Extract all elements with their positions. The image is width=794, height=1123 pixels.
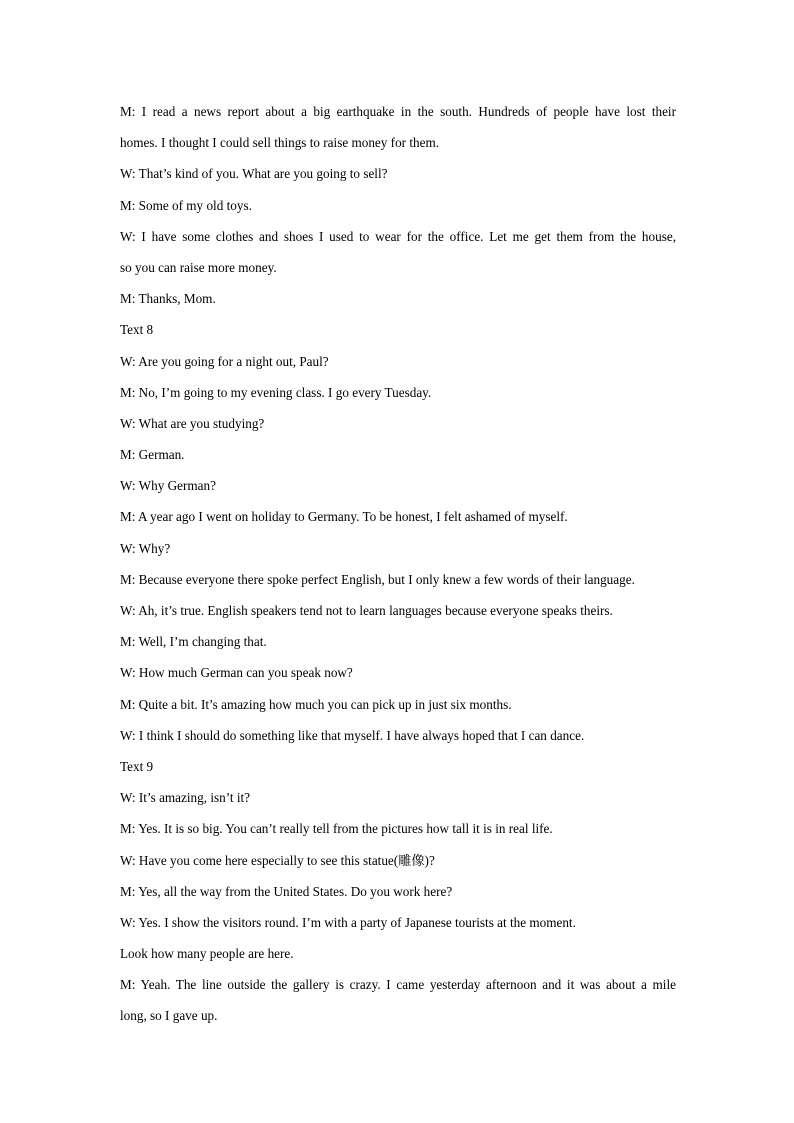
text-line: M: I read a news report about a big earthquake in the south. Hundreds of people have lost their [120, 104, 676, 119]
text-line: M: Thanks, Mom. [120, 291, 216, 307]
text-line: W: Ah, it’s true. English speakers tend not to learn languages because everyone speaks theirs. [120, 603, 613, 618]
text-line: W: It’s amazing, isn’t it? [120, 790, 251, 806]
text-line: M: Some of my old toys. [120, 197, 252, 213]
text-line: W: Why? [120, 540, 171, 556]
text-line: M: Well, I’m changing that. [120, 634, 267, 650]
text-line: W: Have you come here especially to see this statue(雕像)? [120, 852, 435, 868]
text-line: M: German. [120, 447, 185, 463]
text-line: M: Because everyone there spoke perfect English, but I only knew a few words of their language. [120, 571, 635, 587]
text-line: homes. I thought I could sell things to raise money for them. [120, 135, 440, 151]
text-line: M: Yes, all the way from the United States. Do you work here? [120, 883, 453, 899]
text-line: so you can raise more money. [120, 259, 277, 275]
text-line: M: A year ago I went on holiday to Germany. To be honest, I felt ashamed of myself. [120, 509, 568, 525]
section-heading-text-8: Text 8 [120, 322, 154, 338]
text-line: M: Yeah. The line outside the gallery is crazy. I came yesterday afternoon and it was about a mile [120, 977, 676, 993]
text-line: long, so I gave up. [120, 1008, 218, 1024]
text-line: M: No, I’m going to my evening class. I go every Tuesday. [120, 384, 432, 400]
text-line: W: Are you going for a night out, Paul? [120, 353, 329, 369]
text-line: W: Yes. I show the visitors round. I’m with a party of Japanese tourists at the moment. [120, 914, 576, 930]
text-line: W: Why German? [120, 478, 216, 494]
text-line: Look how many people are here. [120, 946, 294, 962]
document-page [120, 96, 676, 1032]
text-line: W: I think I should do something like that myself. I have always hoped that I can dance. [120, 727, 585, 743]
text-line: M: Yes. It is so big. You can’t really tell from the pictures how tall it is in real life. [120, 821, 553, 837]
text-line: W: How much German can you speak now? [120, 665, 353, 681]
text-line: M: Quite a bit. It’s amazing how much you can pick up in just six months. [120, 696, 512, 712]
text-line: W: What are you studying? [120, 415, 265, 431]
text-line: W: That’s kind of you. What are you going to sell? [120, 166, 388, 182]
text-line: W: I have some clothes and shoes I used to wear for the office. Let me get them from the house, [120, 228, 676, 244]
section-heading-text-9: Text 9 [120, 758, 154, 774]
